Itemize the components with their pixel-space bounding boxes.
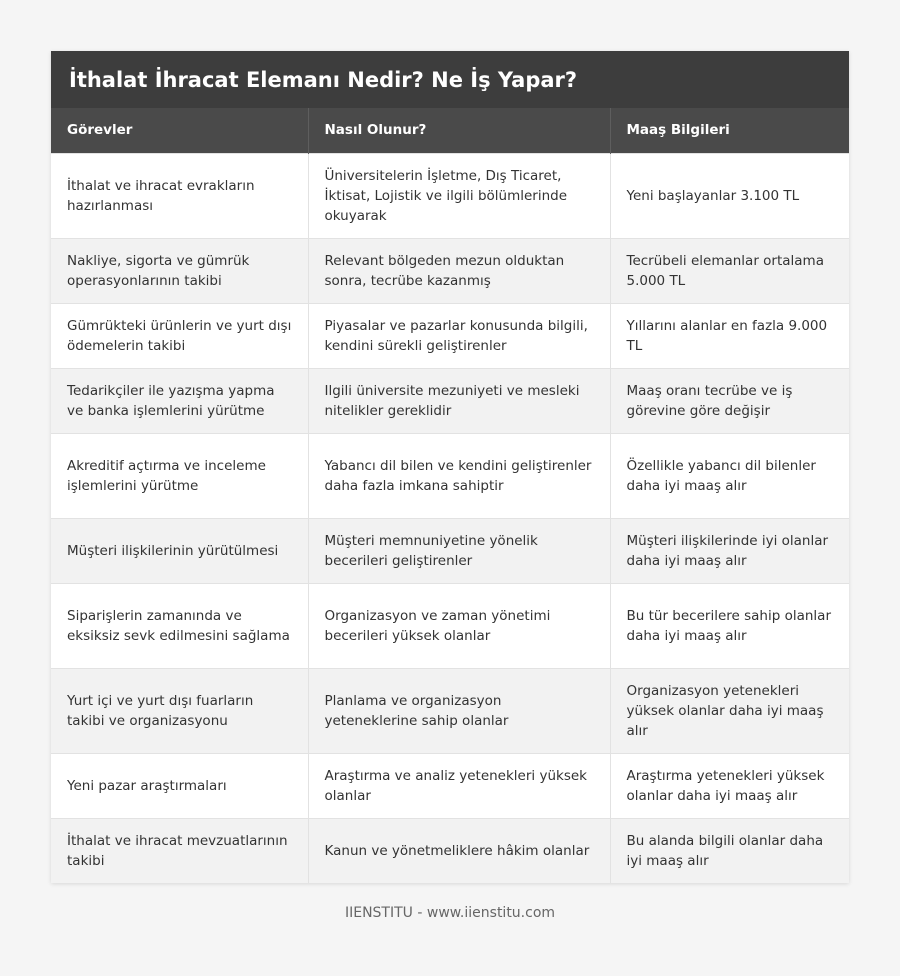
cell-nasil: Müşteri memnuniyetine yönelik becerileri geliştirenler (308, 518, 610, 583)
cell-maas: Maaş oranı tecrübe ve iş görevine göre değişir (610, 368, 849, 433)
cell-nasil: Ilgili üniversite mezuniyeti ve mesleki nitelikler gereklidir (308, 368, 610, 433)
table-header-row (51, 108, 849, 153)
cell-gorev: Siparişlerin zamanında ve eksiksiz sevk edilmesini sağlama (51, 583, 308, 668)
cell-maas: Organizasyon yetenekleri yüksek olanlar daha iyi maaş alır (610, 668, 849, 753)
cell-maas: Tecrübeli elemanlar ortalama 5.000 TL (610, 238, 849, 303)
cell-gorev: Nakliye, sigorta ve gümrük operasyonlarının takibi (51, 238, 308, 303)
cell-nasil: Organizasyon ve zaman yönetimi becerileri yüksek olanlar (308, 583, 610, 668)
cell-maas: Özellikle yabancı dil bilenler daha iyi maaş alır (610, 433, 849, 518)
column-header-gorevler: Görevler (51, 108, 308, 153)
cell-maas: Yıllarını alanlar en fazla 9.000 TL (610, 303, 849, 368)
cell-nasil: Üniversitelerin İşletme, Dış Ticaret, İktisat, Lojistik ve ilgili bölümlerinde okuyarak (308, 153, 610, 238)
cell-nasil: Piyasalar ve pazarlar konusunda bilgili, kendini sürekli geliştirenler (308, 303, 610, 368)
table-row (51, 433, 849, 518)
column-header-nasil-olunur: Nasıl Olunur? (308, 108, 610, 153)
cell-gorev: İthalat ve ihracat mevzuatlarının takibi (51, 818, 308, 883)
cell-nasil: Araştırma ve analiz yetenekleri yüksek olanlar (308, 753, 610, 818)
cell-maas: Müşteri ilişkilerinde iyi olanlar daha iyi maaş alır (610, 518, 849, 583)
cell-gorev: Yurt içi ve yurt dışı fuarların takibi ve organizasyonu (51, 668, 308, 753)
table-row (51, 668, 849, 753)
info-table (51, 108, 849, 883)
cell-maas: Yeni başlayanlar 3.100 TL (610, 153, 849, 238)
cell-nasil: Relevant bölgeden mezun olduktan sonra, tecrübe kazanmış (308, 238, 610, 303)
cell-nasil: Kanun ve yönetmeliklere hâkim olanlar (308, 818, 610, 883)
cell-gorev: İthalat ve ihracat evrakların hazırlanması (51, 153, 308, 238)
cell-gorev: Tedarikçiler ile yazışma yapma ve banka işlemlerini yürütme (51, 368, 308, 433)
table-row (51, 818, 849, 883)
table-card (51, 51, 849, 883)
table-row (51, 153, 849, 238)
cell-maas: Araştırma yetenekleri yüksek olanlar daha iyi maaş alır (610, 753, 849, 818)
cell-nasil: Yabancı dil bilen ve kendini geliştirenler daha fazla imkana sahiptir (308, 433, 610, 518)
cell-gorev: Müşteri ilişkilerinin yürütülmesi (51, 518, 308, 583)
table-row (51, 368, 849, 433)
column-header-maas-bilgileri: Maaş Bilgileri (610, 108, 849, 153)
table-row (51, 303, 849, 368)
cell-gorev: Gümrükteki ürünlerin ve yurt dışı ödemelerin takibi (51, 303, 308, 368)
table-row (51, 753, 849, 818)
footer-credit: IIENSTITU - www.iienstitu.com (344, 905, 556, 921)
cell-nasil: Planlama ve organizasyon yeteneklerine sahip olanlar (308, 668, 610, 753)
cell-gorev: Akreditif açtırma ve inceleme işlemlerini yürütme (51, 433, 308, 518)
cell-maas: Bu tür becerilere sahip olanlar daha iyi maaş alır (610, 583, 849, 668)
page-title: İthalat İhracat Elemanı Nedir? Ne İş Yapar? (51, 51, 849, 108)
table-row (51, 238, 849, 303)
table-row (51, 518, 849, 583)
cell-gorev: Yeni pazar araştırmaları (51, 753, 308, 818)
table-row (51, 583, 849, 668)
cell-maas: Bu alanda bilgili olanlar daha iyi maaş alır (610, 818, 849, 883)
